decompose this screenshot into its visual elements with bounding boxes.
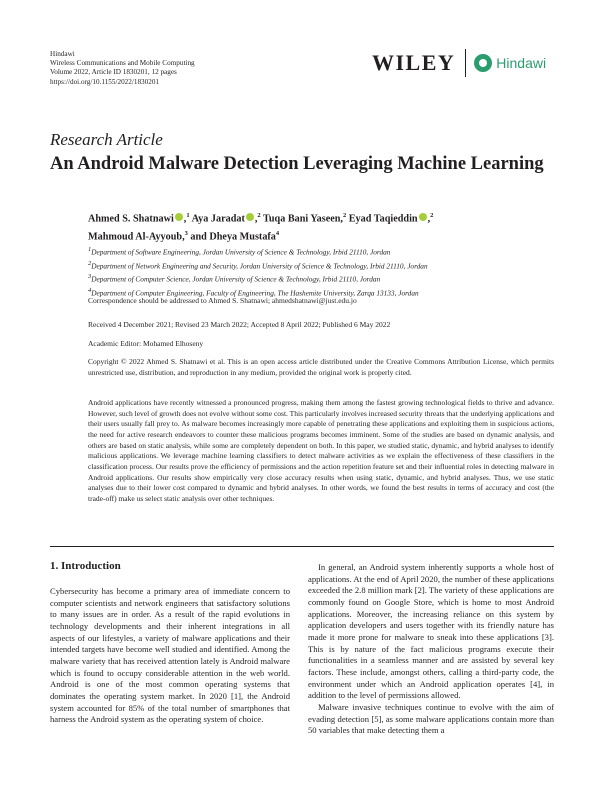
affiliation-sup: 1 xyxy=(88,246,92,253)
affiliation-list xyxy=(88,244,428,299)
author-name: Tuqa Bani Yaseen xyxy=(263,213,341,225)
right-column xyxy=(308,562,554,737)
orcid-icon[interactable] xyxy=(419,213,427,221)
section-divider xyxy=(50,546,554,547)
section-heading: 1. Introduction xyxy=(50,560,121,572)
author-affil-sup: 2 xyxy=(342,212,347,219)
author-affil-sup: 2 xyxy=(257,212,261,219)
logo-divider xyxy=(465,49,466,77)
author-name: Mahmoud Al-Ayyoub xyxy=(88,231,183,243)
author-affil-sup: 1 xyxy=(186,212,190,219)
author-name: Dheya Mustafa xyxy=(209,231,276,243)
affiliation-sup: 4 xyxy=(88,287,92,295)
wiley-logo: WILEY xyxy=(372,50,456,75)
publication-dates: Received 4 December 2021; Revised 23 March 2022; Accepted 8 April 2022; Published 6 May 2022 xyxy=(88,320,391,329)
copyright-notice: Copyright © 2022 Ahmed S. Shatnawi et al. This is an open access article distributed under the Creative Commons Attribution License, which permits unrestricted use, distribution, and reproduction in any medium, provided the original work is properly cited. xyxy=(88,357,554,377)
and-word: and xyxy=(190,231,207,243)
article-title: An Android Malware Detection Leveraging Machine Learning xyxy=(50,154,544,174)
affiliation-text: Department of Computer Engineering, Faculty of Engineering, The Hashemite University, Zarqa 13133, Jordan xyxy=(91,288,419,298)
hindawi-logo-icon xyxy=(474,54,492,72)
paragraph: In general, an Android system inherently supports a whole host of applications. At the end of April 2020, the number of these applications exceeded the 2.8 million mark [2]. The variety of these applications are commonly found on Google Store, which is home to most Android applications. Moreover, the increasing reliance on this system by application developers and users together with its friendly nature has made it more prone for malware to sneak into these applications [3]. This is by nature of the fact malicious programs execute their functionalities in a seamless manner and are assisted by several key factors. These include, amongst others, calling a third-party code, the environment under which an Android application operates [4], in addition to the level of permissions allowed. xyxy=(308,562,554,701)
publisher-line: Hindawi xyxy=(50,50,75,58)
academic-editor: Academic Editor: Mohamed Elhoseny xyxy=(88,339,204,348)
left-column xyxy=(50,586,290,726)
affiliation-text: Department of Network Engineering and Security, Jordan University of Science & Technology, Irbid 21110, Jordan xyxy=(91,261,428,271)
volume-line: Volume 2022, Article ID 1830201, 12 pages xyxy=(50,68,177,77)
doi-link[interactable]: https://doi.org/10.1155/2022/1830201 xyxy=(50,77,160,86)
publisher-logo xyxy=(372,48,546,78)
affiliation-item xyxy=(88,271,428,285)
author-line-1: Ahmed S. Shatnawi ,$^1$ Aya Jaradat ,$^2$ Tuqa Bani Yaseen,$^2$ Eyad Taqieddin ,$^2$ xyxy=(88,212,434,225)
orcid-icon[interactable] xyxy=(246,213,254,221)
affiliation-text: Department of Software Engineering, Jordan University of Science & Technology, Irbid 21110, Jordan xyxy=(91,247,391,257)
author-name: Ahmed S. Shatnawi xyxy=(88,213,174,225)
affiliation-item xyxy=(88,258,428,272)
author-affil-sup: 3 xyxy=(184,230,188,238)
paragraph: Cybersecurity has become a primary area of immediate concern to computer scientists and network engineers that satisfactory solutions to many issues are in order. As a result of the rapid evolutions in technology developments and their inherent integrations in all aspects of our lifestyles, a variety of malware applications and their intended targets have become well studied and identified. Among the malware variety that has received attention lately is Android malware which is found to occupy considerable attention in the web world. Android is one of the most common operating systems that dominates the operating system market. In 2020 [1], the Android system accounted for 85% of the total number of smartphones that harness the Android system as the operating system of choice. xyxy=(50,586,290,725)
affiliation-sup: 2 xyxy=(88,259,92,267)
author-name: Aya Jaradat xyxy=(191,213,245,225)
affiliation-item xyxy=(88,244,428,258)
author-line-2: Mahmoud Al-Ayyoub,$^3$ and Dheya Mustafa$^4$ xyxy=(88,230,280,243)
hindawi-logo-text: Hindawi xyxy=(496,55,547,71)
affiliation-sup: 3 xyxy=(88,273,92,281)
journal-header xyxy=(50,50,195,87)
journal-name: Wireless Communications and Mobile Computing xyxy=(50,59,195,68)
paragraph: Malware invasive techniques continue to evolve with the aim of evading detection [5], as some malware applications contain more than 50 variables that make detecting them a xyxy=(308,701,554,736)
author-list xyxy=(88,208,558,245)
author-affil-sup: 2 xyxy=(430,212,434,219)
author-name: Eyad Taqieddin xyxy=(348,213,418,225)
author-affil-sup: 4 xyxy=(275,230,280,238)
orcid-icon[interactable] xyxy=(175,213,183,221)
affiliation-text: Department of Computer Science, Jordan University of Science & Technology, Irbid 21110, Jordan xyxy=(91,274,381,284)
correspondence-line: Correspondence should be addressed to Ahmed S. Shatnawi; ahmedshatnawi@just.edu.jo xyxy=(88,296,357,305)
abstract: Android applications have recently witnessed a pronounced progress, making them among the fastest growing technological fields to thrive and advance. However, such level of growth does not evolve without some cost. This particularly involves increased security threats that the underlying applications and their users usually fall prey to. As malware becomes increasingly more capable of penetrating these applications and exploiting them in suspicious actions, the need for active research endeavors to counter these malicious programs becomes imminent. Some of the studies are based on dynamic analysis, and others are based on static analysis, while some are completely dependent on both. In this paper, we studied static, dynamic, and hybrid analyses to identify malicious applications. We leverage machine learning classifiers to detect malware activities as we explain the effectiveness of these classifiers in the classification process. Our results prove the efficiency of permissions and the action repetition feature set and their influential roles in detecting malware in Android applications. Our results show empirically very close accuracy results when using static, dynamic, and hybrid analyses. Thus, we use static analyses due to their lower cost compared to dynamic and hybrid analyses. In other words, we found the best results in terms of accuracy and cost (the trade-off) make us select static analysis over other techniques. xyxy=(88,398,554,503)
article-type: Research Article xyxy=(50,130,163,149)
